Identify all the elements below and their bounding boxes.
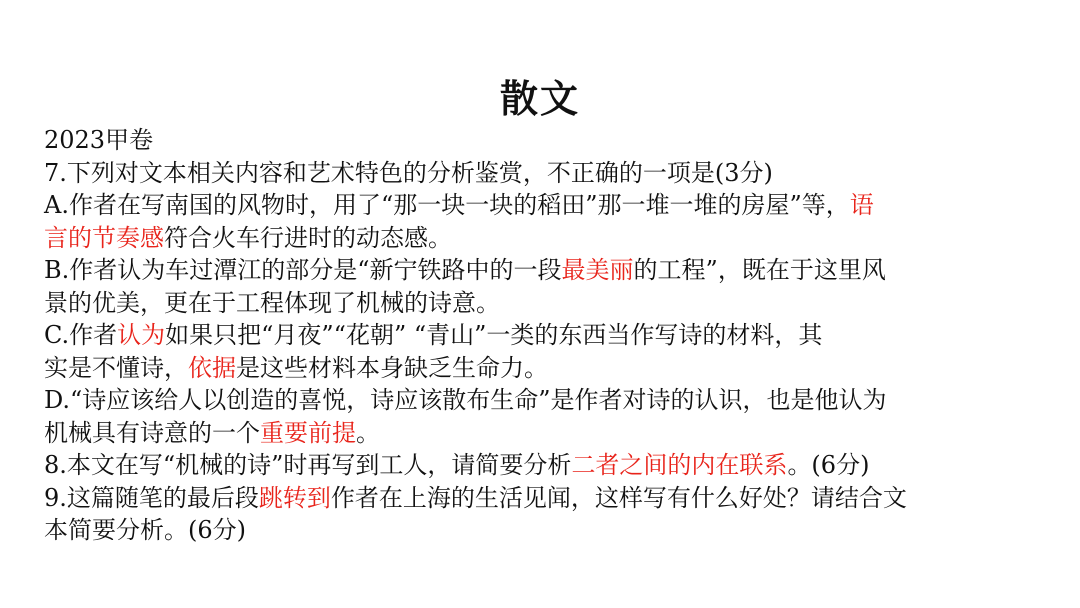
option-c-text-2-post: 是这些材料本身缺乏生命力。 bbox=[236, 353, 548, 382]
option-b-line-1 bbox=[44, 254, 1034, 287]
option-a-line-2 bbox=[44, 222, 1034, 255]
question-7-stem: 7.下列对文本相关内容和艺术特色的分析鉴赏，不正确的一项是(3分) bbox=[44, 158, 773, 187]
option-c-highlight-1: 认为 bbox=[117, 321, 166, 349]
exam-label: 2023甲卷 bbox=[44, 126, 154, 154]
question-9-text-pre: 9.这篇随笔的最后段 bbox=[44, 483, 259, 512]
question-9-text-post: 作者在上海的生活见闻，这样写有什么好处？请结合文 bbox=[330, 483, 907, 512]
option-b-text-post: 的工程”，既在于这里风 bbox=[633, 256, 886, 284]
option-c-text-post: 如果只把“月夜”“花朝” “青山”一类的东西当作写诗的材料，其 bbox=[165, 321, 823, 349]
option-a-highlight-2: 言的节奏感 bbox=[44, 223, 164, 252]
option-c-line-1 bbox=[44, 319, 1034, 352]
option-c-line-2 bbox=[44, 352, 1034, 385]
option-b-highlight: 最美丽 bbox=[561, 256, 634, 284]
option-d-text-pre: 机械具有诗意的一个 bbox=[44, 418, 260, 447]
content-body bbox=[44, 124, 1034, 547]
option-a-highlight-1: 语 bbox=[849, 191, 874, 219]
question-8-text-post: 。(6分) bbox=[787, 451, 870, 479]
option-a-text-2: 符合火车行进时的动态感。 bbox=[164, 223, 452, 252]
option-d-line-1: D.“诗应该给人以创造的喜悦，诗应该散布生命”是作者对诗的认识，也是他认为 bbox=[44, 386, 887, 414]
option-d-line-2 bbox=[44, 417, 1034, 450]
question-8-text-pre: 8.本文在写“机械的诗”时再写到工人，请简要分析 bbox=[44, 451, 572, 479]
option-c-highlight-2: 依据 bbox=[188, 353, 236, 382]
option-d-highlight: 重要前提 bbox=[260, 418, 356, 447]
option-b-line-2: 景的优美，更在于工程体现了机械的诗意。 bbox=[44, 288, 500, 317]
option-b-text-pre: B.作者认为车过潭江的部分是“新宁铁路中的一段 bbox=[44, 256, 562, 284]
question-8 bbox=[44, 449, 1034, 482]
page-title: 散文 bbox=[499, 77, 580, 121]
question-9-highlight: 跳转到 bbox=[258, 483, 331, 512]
question-9-line-2: 本简要分析。(6分) bbox=[44, 516, 246, 544]
question-8-highlight: 二者之间的内在联系 bbox=[571, 451, 788, 479]
question-9-line-1 bbox=[44, 482, 1034, 515]
option-c-text-2-pre: 实是不懂诗， bbox=[44, 353, 188, 382]
option-a-text: A.作者在写南国的风物时，用了“那一块一块的稻田”那一堆一堆的房屋”等， bbox=[44, 191, 850, 219]
option-a-line-1 bbox=[44, 189, 1034, 222]
option-d-text-post: 。 bbox=[356, 418, 380, 447]
option-c-text-pre: C.作者 bbox=[44, 321, 118, 349]
